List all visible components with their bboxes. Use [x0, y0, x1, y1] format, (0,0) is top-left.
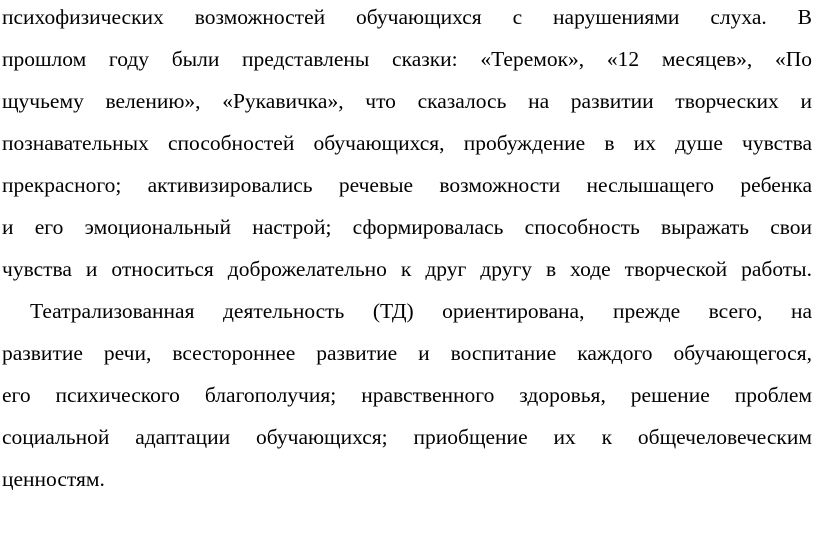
text-line: щучьему велению», «Рукавичка», что сказалось на развитии творческих и	[2, 89, 812, 113]
text-line: Театрализованная деятельность (ТД) ориентирована, прежде всего, на	[30, 299, 812, 323]
text-line: прошлом году были представлены сказки: «Теремок», «12 месяцев», «По	[2, 47, 812, 71]
text-line: его психического благополучия; нравственного здоровья, решение проблем	[2, 383, 812, 407]
text-line: социальной адаптации обучающихся; приобщение их к общечеловеческим	[2, 425, 812, 449]
text-line: прекрасного; активизировались речевые возможности неслышащего ребенка	[2, 173, 812, 197]
text-line: чувства и относиться доброжелательно к друг другу в ходе творческой работы.	[2, 257, 812, 281]
text-line: ценностям.	[2, 467, 105, 491]
text-line: познавательных способностей обучающихся, пробуждение в их душе чувства	[2, 131, 812, 155]
text-line: развитие речи, всестороннее развитие и воспитание каждого обучающегося,	[2, 341, 812, 365]
text-line: и его эмоциональный настрой; сформировалась способность выражать свои	[2, 215, 812, 239]
text-line: психофизических возможностей обучающихся с нарушениями слуха. В	[2, 5, 812, 29]
